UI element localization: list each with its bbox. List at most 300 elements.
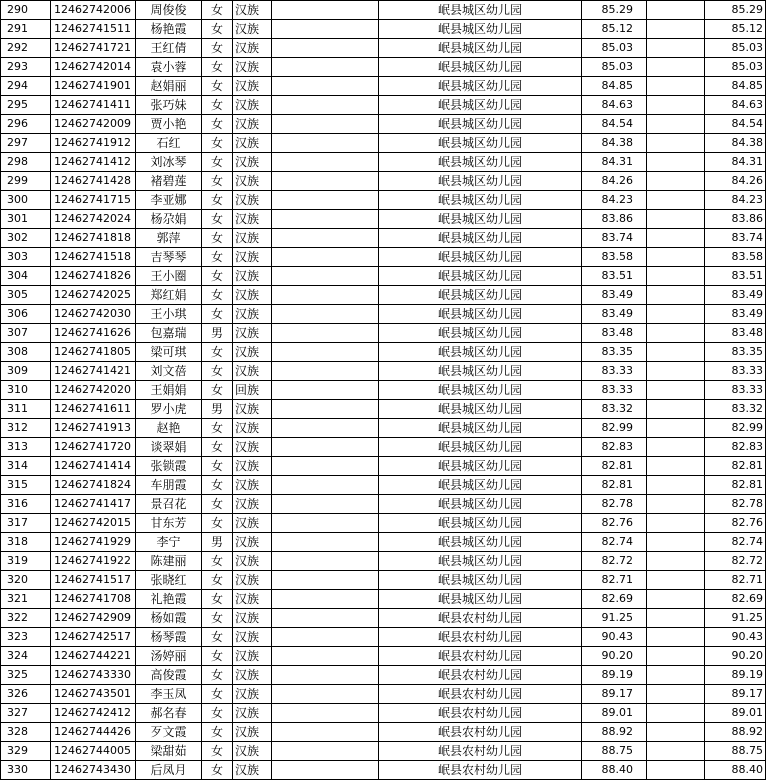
- ethnicity-cell: 汉族: [233, 476, 272, 495]
- row-number: 324: [1, 647, 51, 666]
- ethnicity-cell: 汉族: [233, 58, 272, 77]
- unit-cell: 岷县城区幼儿园: [379, 153, 582, 172]
- score-cell: 88.75: [582, 742, 647, 761]
- table-body: [1, 1, 766, 780]
- unit-cell: 岷县城区幼儿园: [379, 172, 582, 191]
- name-cell: 甘东芳: [136, 514, 202, 533]
- name-cell: 李亚娜: [136, 191, 202, 210]
- exam-id: 12462741428: [51, 172, 136, 191]
- ethnicity-cell: 汉族: [233, 286, 272, 305]
- name-cell: 梁甜茹: [136, 742, 202, 761]
- blank-cell: [647, 476, 705, 495]
- blank-cell: [272, 400, 379, 419]
- ethnicity-cell: 汉族: [233, 191, 272, 210]
- score-cell: 84.38: [582, 134, 647, 153]
- score-cell: 89.19: [582, 666, 647, 685]
- ethnicity-cell: 汉族: [233, 248, 272, 267]
- sex-cell: 男: [202, 400, 233, 419]
- exam-id: 12462741929: [51, 533, 136, 552]
- total-score-cell: 85.03: [705, 39, 766, 58]
- table-row: [1, 248, 766, 267]
- name-cell: 后凤月: [136, 761, 202, 780]
- score-cell: 91.25: [582, 609, 647, 628]
- exam-id: 12462744005: [51, 742, 136, 761]
- blank-cell: [272, 381, 379, 400]
- table-row: [1, 134, 766, 153]
- exam-id: 12462742909: [51, 609, 136, 628]
- blank-cell: [647, 343, 705, 362]
- table-row: [1, 400, 766, 419]
- total-score-cell: 85.03: [705, 58, 766, 77]
- sex-cell: 女: [202, 704, 233, 723]
- blank-cell: [272, 248, 379, 267]
- name-cell: 李宁: [136, 533, 202, 552]
- total-score-cell: 83.74: [705, 229, 766, 248]
- unit-cell: 岷县城区幼儿园: [379, 1, 582, 20]
- sex-cell: 女: [202, 514, 233, 533]
- sex-cell: 女: [202, 191, 233, 210]
- blank-cell: [272, 704, 379, 723]
- blank-cell: [647, 1, 705, 20]
- sex-cell: 女: [202, 590, 233, 609]
- sex-cell: 女: [202, 153, 233, 172]
- row-number: 302: [1, 229, 51, 248]
- blank-cell: [647, 286, 705, 305]
- score-cell: 84.63: [582, 96, 647, 115]
- exam-id: 12462741901: [51, 77, 136, 96]
- sex-cell: 女: [202, 362, 233, 381]
- sex-cell: 女: [202, 628, 233, 647]
- blank-cell: [272, 495, 379, 514]
- name-cell: 包嘉瑞: [136, 324, 202, 343]
- table-row: [1, 590, 766, 609]
- sex-cell: 女: [202, 1, 233, 20]
- blank-cell: [647, 552, 705, 571]
- blank-cell: [272, 685, 379, 704]
- blank-cell: [272, 419, 379, 438]
- blank-cell: [647, 381, 705, 400]
- row-number: 306: [1, 305, 51, 324]
- name-cell: 刘冰琴: [136, 153, 202, 172]
- total-score-cell: 83.33: [705, 362, 766, 381]
- ethnicity-cell: 汉族: [233, 1, 272, 20]
- sex-cell: 女: [202, 419, 233, 438]
- sex-cell: 女: [202, 96, 233, 115]
- score-cell: 83.58: [582, 248, 647, 267]
- unit-cell: 岷县城区幼儿园: [379, 286, 582, 305]
- score-cell: 89.01: [582, 704, 647, 723]
- score-cell: 83.51: [582, 267, 647, 286]
- blank-cell: [272, 438, 379, 457]
- blank-cell: [272, 20, 379, 39]
- score-cell: 83.74: [582, 229, 647, 248]
- score-cell: 88.40: [582, 761, 647, 780]
- unit-cell: 岷县城区幼儿园: [379, 77, 582, 96]
- blank-cell: [272, 609, 379, 628]
- total-score-cell: 83.49: [705, 286, 766, 305]
- blank-cell: [647, 134, 705, 153]
- unit-cell: 岷县城区幼儿园: [379, 191, 582, 210]
- ethnicity-cell: 汉族: [233, 343, 272, 362]
- unit-cell: 岷县农村幼儿园: [379, 666, 582, 685]
- score-cell: 89.17: [582, 685, 647, 704]
- row-number: 322: [1, 609, 51, 628]
- score-cell: 84.31: [582, 153, 647, 172]
- name-cell: 王红倩: [136, 39, 202, 58]
- name-cell: 罗小虎: [136, 400, 202, 419]
- blank-cell: [272, 77, 379, 96]
- score-cell: 90.20: [582, 647, 647, 666]
- row-number: 300: [1, 191, 51, 210]
- row-number: 304: [1, 267, 51, 286]
- score-cell: 82.74: [582, 533, 647, 552]
- blank-cell: [647, 153, 705, 172]
- total-score-cell: 82.71: [705, 571, 766, 590]
- blank-cell: [647, 457, 705, 476]
- total-score-cell: 91.25: [705, 609, 766, 628]
- row-number: 290: [1, 1, 51, 20]
- score-cell: 85.12: [582, 20, 647, 39]
- blank-cell: [272, 457, 379, 476]
- total-score-cell: 88.40: [705, 761, 766, 780]
- sex-cell: 女: [202, 438, 233, 457]
- name-cell: 歹文霞: [136, 723, 202, 742]
- blank-cell: [272, 267, 379, 286]
- table-row: [1, 761, 766, 780]
- name-cell: 袁小蓉: [136, 58, 202, 77]
- ethnicity-cell: 汉族: [233, 115, 272, 134]
- blank-cell: [272, 761, 379, 780]
- table-row: [1, 419, 766, 438]
- blank-cell: [647, 77, 705, 96]
- total-score-cell: 82.81: [705, 476, 766, 495]
- total-score-cell: 84.85: [705, 77, 766, 96]
- table-row: [1, 153, 766, 172]
- unit-cell: 岷县城区幼儿园: [379, 476, 582, 495]
- blank-cell: [647, 647, 705, 666]
- table-row: [1, 77, 766, 96]
- unit-cell: 岷县城区幼儿园: [379, 533, 582, 552]
- name-cell: 王小琪: [136, 305, 202, 324]
- exam-id: 12462742412: [51, 704, 136, 723]
- table-row: [1, 115, 766, 134]
- unit-cell: 岷县城区幼儿园: [379, 438, 582, 457]
- exam-id: 12462742024: [51, 210, 136, 229]
- blank-cell: [272, 590, 379, 609]
- total-score-cell: 84.31: [705, 153, 766, 172]
- total-score-cell: 82.83: [705, 438, 766, 457]
- unit-cell: 岷县城区幼儿园: [379, 305, 582, 324]
- total-score-cell: 88.92: [705, 723, 766, 742]
- exam-id: 12462741922: [51, 552, 136, 571]
- table-row: [1, 685, 766, 704]
- blank-cell: [647, 723, 705, 742]
- table-row: [1, 343, 766, 362]
- unit-cell: 岷县城区幼儿园: [379, 495, 582, 514]
- total-score-cell: 83.48: [705, 324, 766, 343]
- exam-id: 12462741518: [51, 248, 136, 267]
- blank-cell: [272, 742, 379, 761]
- row-number: 329: [1, 742, 51, 761]
- unit-cell: 岷县城区幼儿园: [379, 552, 582, 571]
- total-score-cell: 83.35: [705, 343, 766, 362]
- name-cell: 张晓红: [136, 571, 202, 590]
- blank-cell: [272, 286, 379, 305]
- unit-cell: 岷县农村幼儿园: [379, 647, 582, 666]
- score-cell: 82.78: [582, 495, 647, 514]
- exam-id: 12462743430: [51, 761, 136, 780]
- row-number: 326: [1, 685, 51, 704]
- total-score-cell: 84.63: [705, 96, 766, 115]
- total-score-cell: 82.76: [705, 514, 766, 533]
- row-number: 313: [1, 438, 51, 457]
- blank-cell: [272, 191, 379, 210]
- sex-cell: 女: [202, 267, 233, 286]
- ethnicity-cell: 汉族: [233, 438, 272, 457]
- ethnicity-cell: 汉族: [233, 20, 272, 39]
- exam-id: 12462743330: [51, 666, 136, 685]
- name-cell: 杨艳霞: [136, 20, 202, 39]
- exam-id: 12462742030: [51, 305, 136, 324]
- table-row: [1, 362, 766, 381]
- exam-id: 12462741715: [51, 191, 136, 210]
- table-row: [1, 20, 766, 39]
- name-cell: 汤婷丽: [136, 647, 202, 666]
- total-score-cell: 84.38: [705, 134, 766, 153]
- unit-cell: 岷县农村幼儿园: [379, 685, 582, 704]
- name-cell: 杨如霞: [136, 609, 202, 628]
- ethnicity-cell: 汉族: [233, 647, 272, 666]
- blank-cell: [647, 362, 705, 381]
- name-cell: 梁可琪: [136, 343, 202, 362]
- total-score-cell: 83.33: [705, 381, 766, 400]
- total-score-cell: 84.23: [705, 191, 766, 210]
- total-score-cell: 82.74: [705, 533, 766, 552]
- blank-cell: [272, 666, 379, 685]
- row-number: 316: [1, 495, 51, 514]
- unit-cell: 岷县农村幼儿园: [379, 704, 582, 723]
- total-score-cell: 88.75: [705, 742, 766, 761]
- row-number: 301: [1, 210, 51, 229]
- score-cell: 83.86: [582, 210, 647, 229]
- exam-id: 12462741517: [51, 571, 136, 590]
- exam-id: 12462742020: [51, 381, 136, 400]
- sex-cell: 女: [202, 476, 233, 495]
- unit-cell: 岷县城区幼儿园: [379, 457, 582, 476]
- exam-id: 12462742025: [51, 286, 136, 305]
- blank-cell: [272, 39, 379, 58]
- total-score-cell: 82.69: [705, 590, 766, 609]
- name-cell: 礼艳霞: [136, 590, 202, 609]
- row-number: 312: [1, 419, 51, 438]
- score-cell: 85.29: [582, 1, 647, 20]
- blank-cell: [272, 343, 379, 362]
- score-cell: 83.49: [582, 286, 647, 305]
- exam-id: 12462741708: [51, 590, 136, 609]
- row-number: 318: [1, 533, 51, 552]
- name-cell: 张巧妹: [136, 96, 202, 115]
- score-cell: 83.33: [582, 381, 647, 400]
- score-cell: 83.49: [582, 305, 647, 324]
- table-row: [1, 666, 766, 685]
- score-cell: 84.26: [582, 172, 647, 191]
- table-row: [1, 191, 766, 210]
- blank-cell: [647, 514, 705, 533]
- sex-cell: 女: [202, 20, 233, 39]
- name-cell: 陈建丽: [136, 552, 202, 571]
- blank-cell: [647, 210, 705, 229]
- name-cell: 吉琴琴: [136, 248, 202, 267]
- ethnicity-cell: 汉族: [233, 723, 272, 742]
- exam-id: 12462741824: [51, 476, 136, 495]
- blank-cell: [272, 305, 379, 324]
- score-cell: 82.99: [582, 419, 647, 438]
- ethnicity-cell: 汉族: [233, 571, 272, 590]
- table-row: [1, 514, 766, 533]
- blank-cell: [647, 115, 705, 134]
- name-cell: 李玉凤: [136, 685, 202, 704]
- sex-cell: 女: [202, 229, 233, 248]
- exam-id: 12462741417: [51, 495, 136, 514]
- table-row: [1, 381, 766, 400]
- ethnicity-cell: 汉族: [233, 590, 272, 609]
- blank-cell: [272, 324, 379, 343]
- table-row: [1, 286, 766, 305]
- name-cell: 刘文蓓: [136, 362, 202, 381]
- table-row: [1, 438, 766, 457]
- table-row: [1, 210, 766, 229]
- blank-cell: [647, 761, 705, 780]
- unit-cell: 岷县城区幼儿园: [379, 58, 582, 77]
- exam-id: 12462741818: [51, 229, 136, 248]
- sex-cell: 女: [202, 647, 233, 666]
- name-cell: 车朋霞: [136, 476, 202, 495]
- blank-cell: [272, 533, 379, 552]
- table-row: [1, 647, 766, 666]
- sex-cell: 女: [202, 172, 233, 191]
- score-cell: 90.43: [582, 628, 647, 647]
- score-cell: 83.48: [582, 324, 647, 343]
- blank-cell: [272, 210, 379, 229]
- table-row: [1, 571, 766, 590]
- total-score-cell: 82.72: [705, 552, 766, 571]
- score-cell: 84.23: [582, 191, 647, 210]
- score-cell: 85.03: [582, 58, 647, 77]
- blank-cell: [647, 229, 705, 248]
- blank-cell: [647, 419, 705, 438]
- blank-cell: [272, 96, 379, 115]
- sex-cell: 男: [202, 324, 233, 343]
- blank-cell: [272, 647, 379, 666]
- ethnicity-cell: 汉族: [233, 305, 272, 324]
- sex-cell: 女: [202, 609, 233, 628]
- blank-cell: [647, 267, 705, 286]
- row-number: 308: [1, 343, 51, 362]
- exam-id: 12462742006: [51, 1, 136, 20]
- blank-cell: [272, 172, 379, 191]
- name-cell: 高俊霞: [136, 666, 202, 685]
- row-number: 319: [1, 552, 51, 571]
- unit-cell: 岷县城区幼儿园: [379, 267, 582, 286]
- blank-cell: [272, 362, 379, 381]
- sex-cell: 女: [202, 248, 233, 267]
- name-cell: 杨尕娟: [136, 210, 202, 229]
- sex-cell: 女: [202, 134, 233, 153]
- sex-cell: 女: [202, 77, 233, 96]
- exam-id: 12462741611: [51, 400, 136, 419]
- total-score-cell: 82.81: [705, 457, 766, 476]
- sex-cell: 女: [202, 666, 233, 685]
- blank-cell: [647, 590, 705, 609]
- blank-cell: [647, 666, 705, 685]
- name-cell: 周俊俊: [136, 1, 202, 20]
- total-score-cell: 84.54: [705, 115, 766, 134]
- table-row: [1, 742, 766, 761]
- unit-cell: 岷县城区幼儿园: [379, 324, 582, 343]
- ethnicity-cell: 汉族: [233, 514, 272, 533]
- score-cell: 82.71: [582, 571, 647, 590]
- blank-cell: [647, 172, 705, 191]
- blank-cell: [647, 305, 705, 324]
- row-number: 293: [1, 58, 51, 77]
- row-number: 330: [1, 761, 51, 780]
- blank-cell: [647, 533, 705, 552]
- sex-cell: 女: [202, 58, 233, 77]
- unit-cell: 岷县城区幼儿园: [379, 590, 582, 609]
- ethnicity-cell: 汉族: [233, 362, 272, 381]
- unit-cell: 岷县农村幼儿园: [379, 761, 582, 780]
- blank-cell: [272, 153, 379, 172]
- unit-cell: 岷县城区幼儿园: [379, 210, 582, 229]
- row-number: 325: [1, 666, 51, 685]
- ethnicity-cell: 汉族: [233, 495, 272, 514]
- blank-cell: [272, 476, 379, 495]
- unit-cell: 岷县农村幼儿园: [379, 742, 582, 761]
- sex-cell: 女: [202, 495, 233, 514]
- unit-cell: 岷县城区幼儿园: [379, 381, 582, 400]
- row-number: 321: [1, 590, 51, 609]
- table-row: [1, 723, 766, 742]
- sex-cell: 女: [202, 305, 233, 324]
- exam-id: 12462743501: [51, 685, 136, 704]
- row-number: 315: [1, 476, 51, 495]
- row-number: 298: [1, 153, 51, 172]
- exam-id: 12462742015: [51, 514, 136, 533]
- table-row: [1, 609, 766, 628]
- name-cell: 赵艳: [136, 419, 202, 438]
- score-cell: 83.33: [582, 362, 647, 381]
- score-cell: 82.76: [582, 514, 647, 533]
- total-score-cell: 82.78: [705, 495, 766, 514]
- table-row: [1, 324, 766, 343]
- table-row: [1, 39, 766, 58]
- unit-cell: 岷县城区幼儿园: [379, 248, 582, 267]
- exam-id: 12462741721: [51, 39, 136, 58]
- row-number: 299: [1, 172, 51, 191]
- row-number: 327: [1, 704, 51, 723]
- name-cell: 张锁霞: [136, 457, 202, 476]
- row-number: 311: [1, 400, 51, 419]
- unit-cell: 岷县城区幼儿园: [379, 20, 582, 39]
- unit-cell: 岷县城区幼儿园: [379, 96, 582, 115]
- blank-cell: [272, 514, 379, 533]
- ethnicity-cell: 汉族: [233, 324, 272, 343]
- blank-cell: [647, 628, 705, 647]
- ethnicity-cell: 汉族: [233, 628, 272, 647]
- total-score-cell: 85.29: [705, 1, 766, 20]
- row-number: 310: [1, 381, 51, 400]
- row-number: 292: [1, 39, 51, 58]
